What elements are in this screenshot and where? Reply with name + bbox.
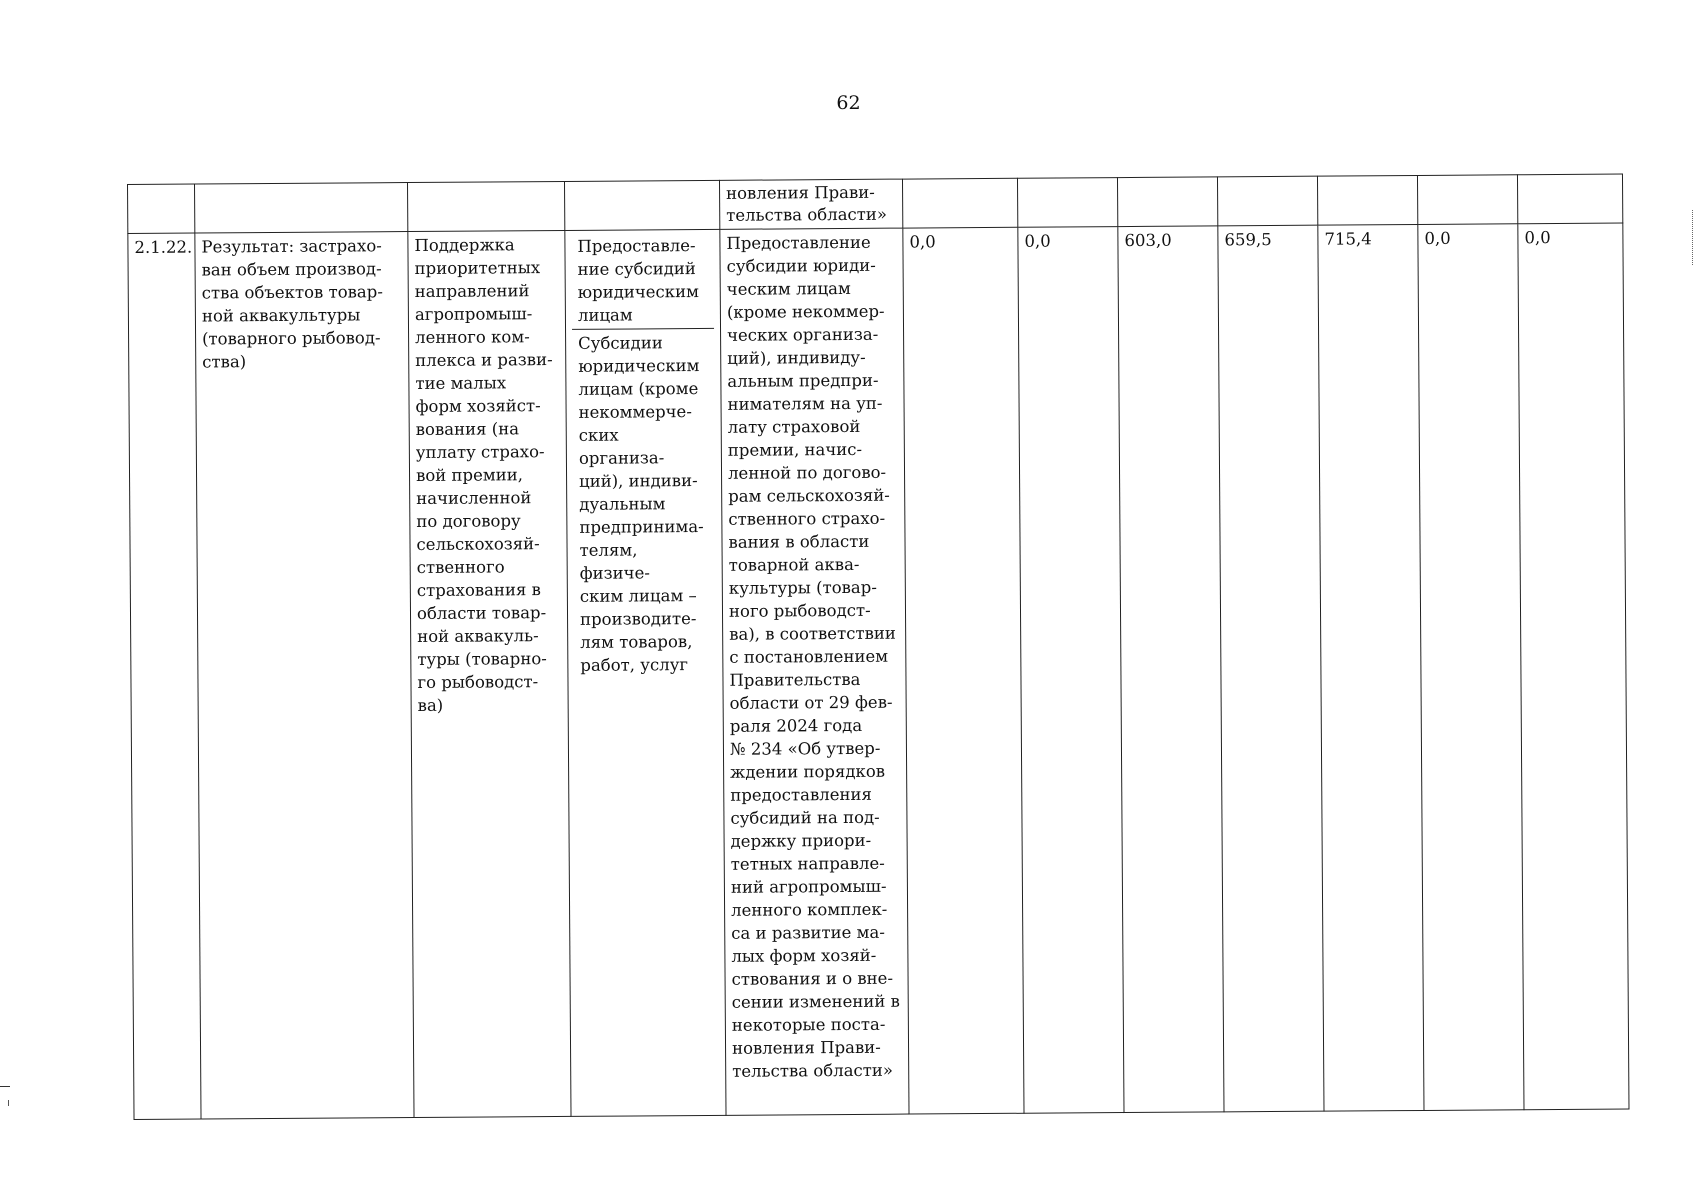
cont-cell-value: [1117, 177, 1217, 227]
cont-cell-value: [1217, 176, 1317, 226]
budget-table: [127, 174, 1629, 1120]
row-code: 2.1.22.: [128, 233, 201, 1119]
table-row: [128, 223, 1629, 1119]
row-value-7: 0,0: [1518, 223, 1629, 1110]
row-value-5: 715,4: [1318, 224, 1424, 1111]
row-value-3: 603,0: [1118, 226, 1224, 1113]
row-value-2: 0,0: [1018, 227, 1124, 1114]
cont-cell-value: [902, 178, 1017, 228]
cont-cell-value: [1317, 175, 1417, 225]
row-result: Результат: застрахо- ван объем производ- ства объектов товар- ной аквакультуры (товарного рыбовод- ства): [195, 232, 414, 1119]
cont-cell-value: [1017, 178, 1117, 228]
row-type-top: Предоставле- ние субсидий юридическим лицам: [571, 232, 714, 330]
cont-cell-program: [407, 181, 564, 231]
cont-cell-measure: новления Прави- тельства области»: [719, 179, 902, 229]
scan-edge-mark: [0, 1086, 10, 1087]
document-sheet: [127, 174, 1628, 1120]
cont-cell-type: [564, 180, 719, 230]
cont-cell-value: [1517, 174, 1622, 224]
row-value-6: 0,0: [1418, 224, 1524, 1111]
page-number: 62: [836, 92, 861, 114]
row-value-4: 659,5: [1218, 225, 1324, 1112]
scan-edge-mark: [1692, 210, 1695, 265]
row-program: Поддержка приоритетных направлений агропромыш- ленного ком- плекса и разви- тие малых форм хозяйст- вования (на уплату страхо- вой премии, начисленной по договору сельскохозяй- ственного страхования в области товар- ной аквакуль- туры (товарно- го рыбоводст- ва): [408, 230, 571, 1117]
cont-cell-value: [1417, 175, 1517, 225]
cont-cell-code: [128, 184, 195, 233]
row-type: [565, 229, 726, 1116]
row-type-bottom: Субсидии юридическим лицам (кроме некоммерче- ских организа- ций), индиви- дуальным предпринима- телям, физиче- ским лицам – производите- лям товаров, работ, услуг: [578, 333, 704, 675]
cont-cell-result: [195, 183, 408, 233]
row-value-1: 0,0: [903, 227, 1024, 1114]
scan-edge-mark: [8, 1100, 9, 1106]
row-measure: Предоставление субсидии юриди- ческим лицам (кроме некоммер- ческих организа- ций), индивиду- альным предпри- нимателям на уп- лату страховой премии, начис- ленной по догово- рам сельскохозяй- ственного страхо- вания в области товарной аква- культуры (товар- ного рыбоводст- ва), в соответствии с постановлением Правительства области от 29 фев- раля 2024 года № 234 «Об утвер- ждении порядков предоставления субсидий на под- держку приори- тетных направле- ний агропромыш- ленного комплек- са и развитие ма- лых форм хозяй- ствования и о вне- сении изменений в некоторые поста- новления Прави- тельства области»: [720, 228, 909, 1115]
